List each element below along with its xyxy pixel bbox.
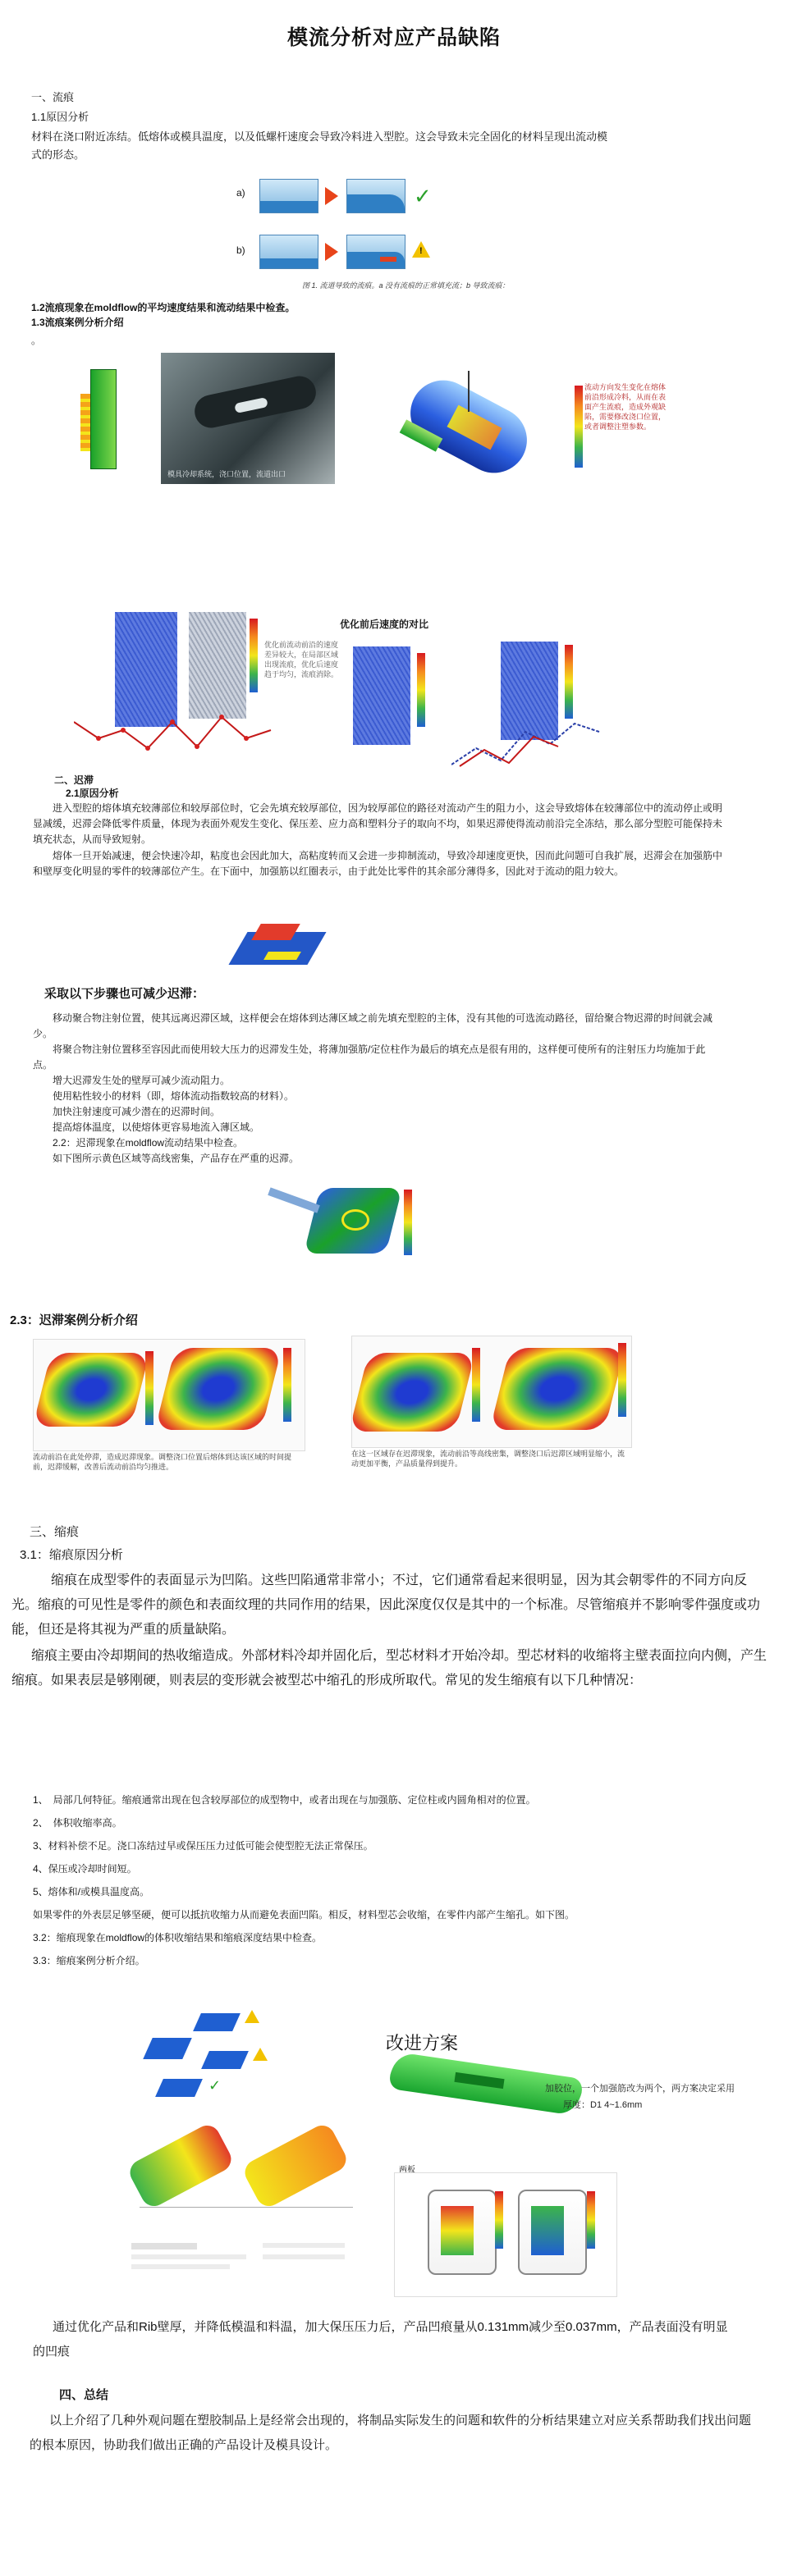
paragraph-flow-marks: 材料在浇口附近冻结。低熔体或模具温度，以及低螺杆速度会导致冷料进入型腔。这会导致未完全固化的材料呈现出流动模 — [31, 130, 608, 143]
after-optimization-model — [353, 637, 624, 774]
paragraph-sink-1: 缩痕在成型零件的表面显示为凹陷。这些凹陷通常非常小；不过，它们通常看起来很明显，因为其会朝零件的不同方向反光。缩痕的可见性是零件的颜色和表面纹理的共同作用的结果，因此深度仅仅是其中的一个标准。尽管缩痕并不影响零件强度或功能，但还是将其视为严重的质量缺陷。 — [11, 1573, 761, 1637]
section-heading-flow-marks: 一、流痕 — [31, 91, 75, 103]
mold-section-b2 — [346, 235, 405, 269]
stray-dot: 。 — [31, 335, 42, 346]
subheading-sink-case: 3.3：缩痕案例分析介绍。 — [33, 1955, 145, 1966]
result-paragraph: 通过优化产品和Rib壁厚，并降低模温和料温，加大保压压力后，产品凹痕量从0.131mm减少至0.037mm，产品表面没有明显的凹痕 — [33, 2320, 728, 2359]
figure-label-b: b) — [236, 244, 245, 256]
subheading-hesitation-cause: 2.1原因分析 — [66, 788, 119, 799]
flow-front-curve-before — [74, 697, 337, 763]
flow-front-curve-after — [451, 715, 616, 773]
before-optimization-model — [74, 607, 345, 771]
cause-item: 1、 局部几何特征。缩痕通常出现在包含较厚部位的成型物中，或者出现在与加强筋、定位柱或内圆角相对的位置。 — [33, 1794, 536, 1806]
improvement-plan-title: 改进方案 — [386, 2034, 459, 2054]
figure-caption: 图 1. 流道导致的流痕。a 没有流痕的正常填充流；b 导致流痕： — [302, 281, 510, 290]
optimize-note: 优化前流动前沿的速度差异较大，在局部区域出现流痕，优化后速度趋于均匀，流痕消除。 — [264, 641, 339, 678]
warning-icon — [253, 2048, 268, 2061]
mold-section-a2 — [346, 179, 405, 213]
sink-note: 如果零件的外表层足够坚硬，便可以抵抗收缩力从而避免表面凹陷。相反，材料型芯会收缩，在零件内部产生缩孔。如下图。 — [33, 1909, 575, 1921]
subheading-case-study: 1.3流痕案例分析介绍 — [31, 317, 124, 328]
flow-direction-note: 流动方向发生变化在熔体前沿形成冷料，从而在表面产生流痕，造成外观缺陷，需要修改浇口位置，或者调整注塑参数。 — [584, 383, 667, 431]
sink-result-models — [123, 2125, 361, 2231]
measure-item: 将聚合物注射位置移至容因此而使用较大压力的迟滞发生处，将薄加强筋/定位柱作为最后的填充点是很有用的，这样便可使所有的注射压力均施加于此点。 — [33, 1044, 706, 1071]
mold-section-a1 — [259, 179, 318, 213]
rib-hesitation-diagram — [228, 914, 327, 980]
hesitation-case-right — [351, 1336, 632, 1448]
sink-cause-list — [33, 1788, 755, 1903]
arrow-icon — [325, 243, 338, 261]
subheading-moldflow-check: 1.2流痕现象在moldflow的平均速度结果和流动结果中检查。 — [31, 302, 296, 313]
figure-flow-mark-diagram — [236, 172, 581, 295]
improvement-note-2: 厚度：D1 4~1.6mm — [563, 2100, 643, 2110]
measure-item: 2.2：迟滞现象在moldflow流动结果中检查。 — [53, 1137, 244, 1149]
warning-mark-icon: ! — [419, 246, 423, 256]
gate-analysis-model — [392, 371, 565, 502]
hesitation-case-left — [33, 1339, 305, 1451]
paragraph-sink-2: 缩痕主要由冷却期间的热收缩造成。外部材料冷却并固化后，型芯材料才开始冷却。型芯材料的收缩将主壁表面拉向内侧，产生缩痕。如果表层是够刚硬，则表层的变形就会被型芯中缩孔的形成所取代。常见的发生缩痕有以下几种情况： — [11, 1649, 767, 1688]
mold-section-b1 — [259, 235, 318, 269]
case-heading-hesitation: 2.3：迟滞案例分析介绍 — [10, 1313, 138, 1327]
section-heading-hesitation: 二、迟滞 — [54, 774, 94, 786]
checkmark-icon: ✓ — [208, 2077, 222, 2094]
spatula-part-model — [263, 1180, 427, 1270]
sink-depth-comparison — [394, 2172, 617, 2297]
checkmark-icon: ✓ — [414, 184, 432, 208]
photo-caption: 模具冷却系统，浇口位置，流道出口 — [167, 470, 286, 478]
hesitation-case-left-caption: 流动前沿在此处停滞，造成迟滞现象。调整浇口位置后熔体到达该区域的时间提前，迟滞缓解，改善后流动前沿均匀推进。 — [33, 1453, 292, 1471]
improvement-model — [379, 2043, 593, 2117]
sink-mechanism-diagram — [140, 1994, 304, 2117]
measure-item: 增大迟滞发生处的壁厚可减少流动阻力。 — [53, 1075, 231, 1086]
summary-paragraph: 以上介绍了几种外观问题在塑胶制品上是经常会出现的，将制品实际发生的问题和软件的分析结果建立对应关系帮助我们找出问题的根本原因，协助我们做出正确的产品设计及模具设计。 — [30, 2414, 752, 2452]
measures-list — [33, 1011, 722, 1167]
result-color-scale — [575, 386, 583, 468]
section-heading-sink-marks: 三、缩痕 — [30, 1525, 80, 1539]
subheading-sink-moldflow: 3.2：缩痕现象在moldflow的体积收缩结果和缩痕深度结果中检查。 — [33, 1932, 323, 1943]
cause-item: 3、材料补偿不足。浇口冻结过早或保压压力过低可能会使型腔无法正常保压。 — [33, 1840, 373, 1852]
figure-label-a: a) — [236, 187, 245, 199]
measure-item: 使用粘性较小的材料（即，熔体流动指数较高的材料）。 — [53, 1090, 295, 1102]
measures-heading: 采取以下步骤也可减少迟滞： — [44, 987, 205, 1001]
improvement-note-3: 两板 — [399, 2166, 415, 2175]
measure-item: 移动聚合物注射位置，使其远离迟滞区域，这样便会在熔体到达薄区域之前先填充型腔的主体，没有其他的可选流动路径，留给聚合物迟滞的时间就会减少。 — [33, 1012, 713, 1039]
measure-item: 提高熔体温度，以使熔体更容易地流入薄区域。 — [53, 1121, 260, 1133]
hesitation-case-right-caption: 在这一区域存在迟滞现象，流动前沿等高线密集，调整浇口后迟滞区域明显缩小，流动更加平衡，产品质量得到提升。 — [351, 1450, 625, 1468]
section-heading-summary: 四、总结 — [59, 2388, 109, 2402]
subheading-sink-cause: 3.1：缩痕原因分析 — [20, 1548, 123, 1562]
measure-item: 如下图所示黄色区域等高线密集，产品存在严重的迟滞。 — [53, 1153, 300, 1164]
page-title: 模流分析对应产品缺陷 — [286, 25, 501, 49]
sink-result-table — [131, 2238, 361, 2295]
improvement-note-1: 加胶位，一个加强筋改为两个，两方案决定采用 — [545, 2084, 735, 2094]
cause-item: 5、熔体和/或模具温度高。 — [33, 1886, 150, 1898]
warning-icon — [245, 2010, 259, 2023]
measure-item: 加快注射速度可减少潜在的迟滞时间。 — [53, 1106, 221, 1117]
optimize-compare-title: 优化前后速度的对比 — [340, 619, 429, 630]
paragraph-flow-marks-cont: 式的形态。 — [31, 148, 85, 161]
subheading-cause-analysis: 1.1原因分析 — [31, 111, 89, 123]
paragraph-hesitation-1: 进入型腔的熔体填充较薄部位和较厚部位时，它会先填充较厚部位，因为较厚部位的路径对流动产生的阻力小，这会导致熔体在较薄部位中的流动停止或明显减缓，迟滞会降低零件质量，体现为表面外观发生变化、保压差、应力高和塑料分子的取向不均，如果迟滞使得流动前沿完全冻结，那么部分型腔可能保持未填充状态，从而导致短射。 — [33, 802, 723, 845]
cause-item: 4、保压或冷却时间短。 — [33, 1863, 137, 1875]
arrow-icon — [325, 187, 338, 205]
cause-item: 2、 体积收缩率高。 — [33, 1817, 122, 1829]
photo-molded-part — [161, 353, 335, 484]
paragraph-hesitation-2: 熔体一旦开始减速，便会快速冷却，粘度也会因此加大，高粘度转而又会进一步抑制流动，导致冷却速度更快，因而此问题可自我扩展，迟滞会在加强筋中和壁厚变化明显的零件的较薄部位产生。在下面中，加强筋以红圈表示，由于此处比零件的其余部分薄得多，因此对于流动的阻力较大。 — [33, 850, 723, 877]
part-model-image — [74, 353, 156, 484]
